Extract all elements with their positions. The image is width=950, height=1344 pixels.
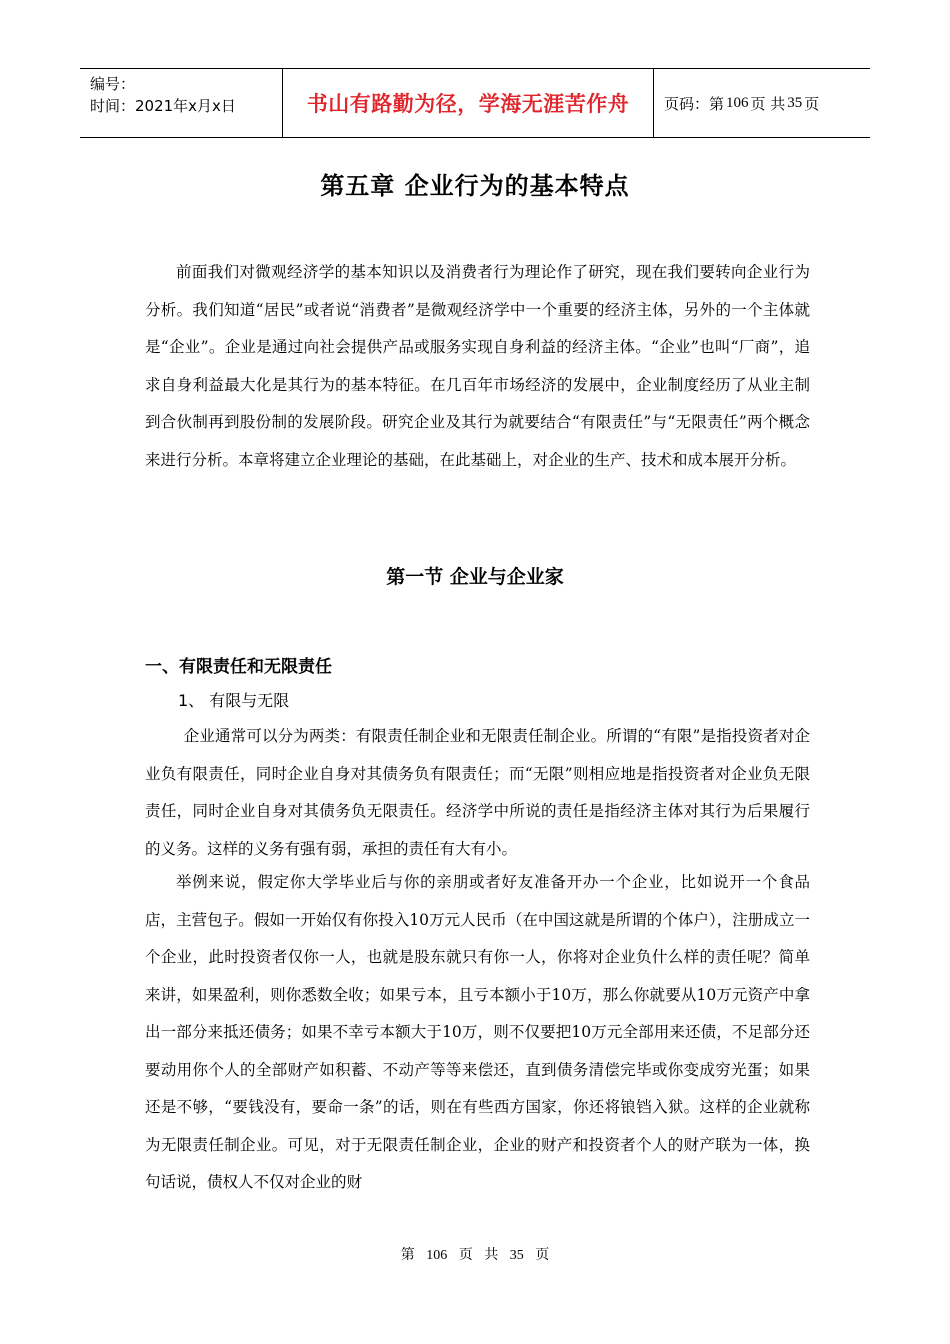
body-paragraph-2: 举例来说，假定你大学毕业后与你的亲朋或者好友准备开办一个企业，比如说开一个食品店，主营包子。假如一开始仅有你投入10万元人民币（在中国这就是所谓的个体户），注册成立一个企业，此时投资者仅你一人，也就是股东就只有你一人，你将对企业负什么样的责任呢？简单来讲，如果盈利，则你悉数全收；如果亏本，且亏本额小于10万，那么你就要从10万元资产中拿出一部分来抵还债务；如果不幸亏本额大于10万，则不仅要把10万元全部用来还债，不足部分还要动用你个人的全部财产如积蓄、不动产等等来偿还，直到债务清偿完毕或你变成穷光蛋；如果还是不够，“要钱没有，要命一条”的话，则在有些西方国家，你还将锒铛入狱。这样的企业就称为无限责任制企业。可见，对于无限责任制企业，企业的财产和投资者个人的财产联为一体，换句话说，债权人不仅对企业的财 bbox=[145, 873, 810, 1191]
footer-mid2: 共 bbox=[484, 1248, 499, 1263]
page-suffix: 页 bbox=[804, 94, 820, 113]
document-number-label: 编号： bbox=[90, 75, 136, 93]
footer-prefix: 第 bbox=[400, 1248, 415, 1263]
header-motto: 书山有路勤为径，学海无涯苦作舟 bbox=[306, 92, 630, 116]
page-prefix: 页码：第 bbox=[664, 94, 725, 113]
chapter-title: 第五章 企业行为的基本特点 bbox=[320, 172, 630, 200]
footer-current-page: 106 bbox=[426, 1248, 448, 1263]
section-title: 第一节 企业与企业家 bbox=[386, 566, 564, 588]
page-mid: 页 共 bbox=[750, 94, 786, 113]
document-time-label: 时间：2021年x月x日 bbox=[90, 97, 236, 115]
subheading-level1: 一、有限责任和无限责任 bbox=[145, 657, 332, 677]
page-footer bbox=[0, 1244, 950, 1264]
header-motto-cell bbox=[282, 69, 654, 137]
subheading-level2: 1、 有限与无限 bbox=[178, 691, 290, 710]
intro-paragraph: 前面我们对微观经济学的基本知识以及消费者行为理论作了研究，现在我们要转向企业行为分析。我们知道“居民”或者说“消费者”是微观经济学中一个重要的经济主体，另外的一个主体就是“企业”。企业是通过向社会提供产品或服务实现自身利益的经济主体。“企业”也叫“厂商”，追求自身利益最大化是其行为的基本特征。在几百年市场经济的发展中，企业制度经历了从业主制到合伙制再到股份制的发展阶段。研究企业及其行为就要结合“有限责任”与“无限责任”两个概念来进行分析。本章将建立企业理论的基础，在此基础上，对企业的生产、技术和成本展开分析。 bbox=[145, 263, 810, 469]
footer-suffix: 页 bbox=[535, 1248, 550, 1263]
page-current: 106 bbox=[726, 94, 749, 111]
page-total: 35 bbox=[787, 94, 803, 111]
page-header bbox=[80, 68, 870, 138]
footer-total-pages: 35 bbox=[509, 1248, 524, 1263]
header-page-info bbox=[654, 69, 870, 137]
footer-mid1: 页 bbox=[458, 1248, 473, 1263]
header-meta bbox=[80, 69, 282, 137]
body-paragraph-1: 企业通常可以分为两类：有限责任制企业和无限责任制企业。所谓的“有限”是指投资者对企业负有限责任，同时企业自身对其债务负有限责任；而“无限”则相应地是指投资者对企业负无限责任，同时企业自身对其债务负无限责任。经济学中所说的责任是指经济主体对其行为后果履行的义务。这样的义务有强有弱，承担的责任有大有小。 bbox=[145, 727, 810, 858]
